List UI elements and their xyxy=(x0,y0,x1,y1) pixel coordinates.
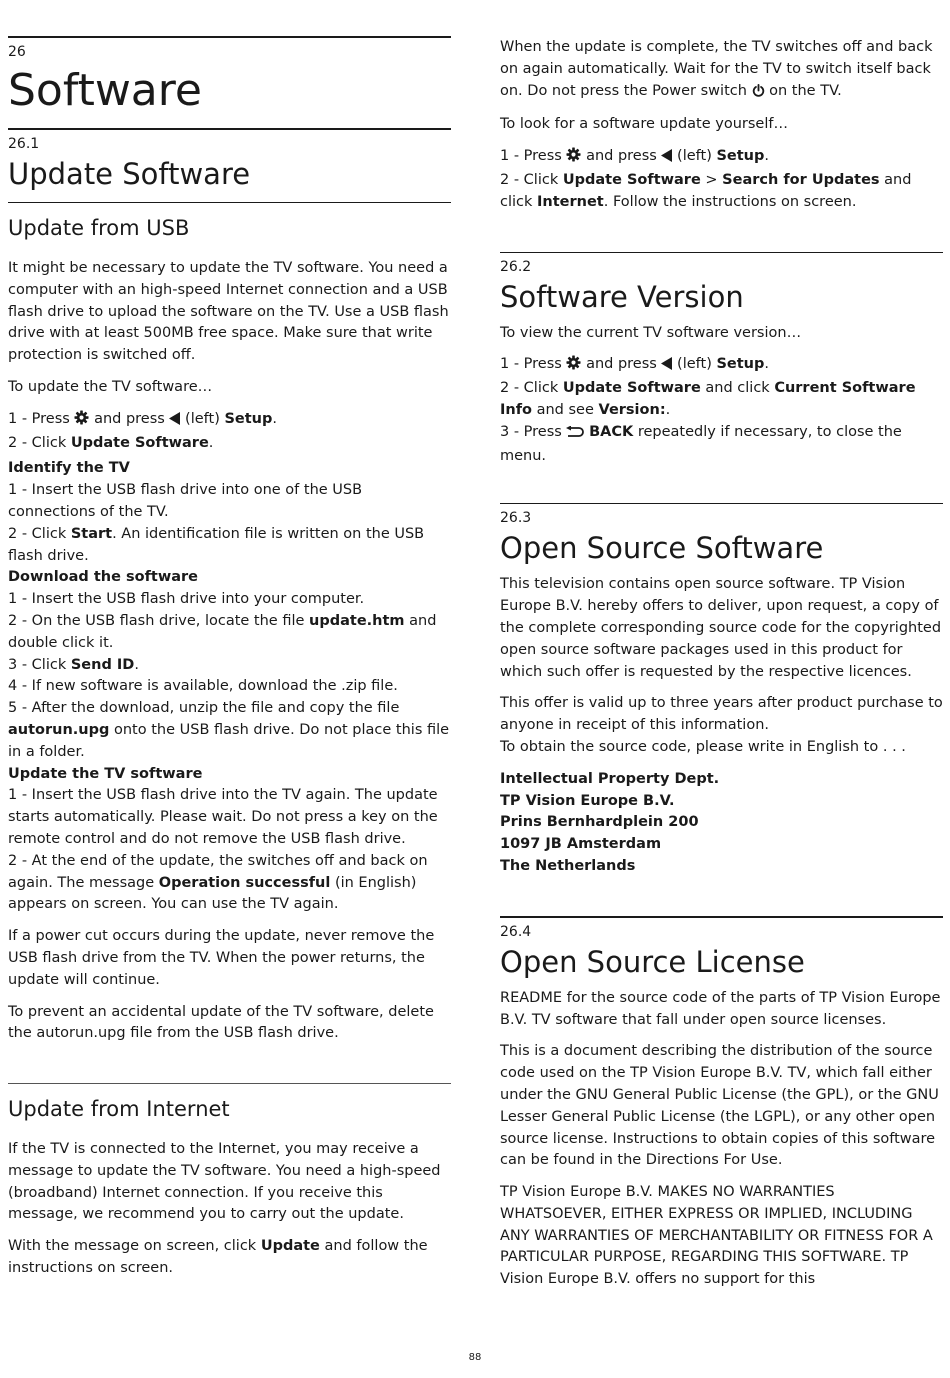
oss-p3: To obtain the source code, please write in English to . . . xyxy=(500,738,906,755)
internet-step-1: 1 - Press and press (left) Setup. xyxy=(500,146,943,170)
page-number: 88 xyxy=(468,1352,482,1363)
identify-step-1: 1 - Insert the USB flash drive into one of the USB connections of the TV. xyxy=(8,482,363,520)
usb-power-cut: If a power cut occurs during the update, never remove the USB flash drive from the TV. When the power returns, the update will continue. xyxy=(8,928,435,988)
left-column xyxy=(8,0,451,1290)
license-p2: This is a document describing the distribution of the source code used on the TP Vision Europe B.V. TV, which fall either under the GNU General Public License (the GPL), or the GNU Lesser General Public License (the LGPL), or any other open source license. Instructions to obtain copies of this software can be found in the Directions For Use. xyxy=(500,1043,939,1169)
update-tv-step-1: 1 - Insert the USB flash drive into the TV again. The update starts automatically. Please wait. Do not press a key on the remote control and do not remove the USB flash drive. xyxy=(8,787,438,847)
address-line: Intellectual Property Dept. xyxy=(500,770,720,787)
identify-heading: Identify the TV xyxy=(8,460,130,477)
update-tv-heading: Update the TV software xyxy=(8,765,203,782)
section-rule-26-2 xyxy=(500,252,943,253)
subsection-title-usb: Update from USB xyxy=(8,216,190,240)
download-step-3: 3 - Click Send ID. xyxy=(8,656,139,673)
oss-p2: This offer is valid up to three years after product purchase to anyone in receipt of this information. xyxy=(500,695,943,734)
power-icon xyxy=(752,83,765,105)
license-p1: README for the source code of the parts of TP Vision Europe B.V. TV software that fall under open source licenses. xyxy=(500,989,941,1028)
download-step-1: 1 - Insert the USB flash drive into your computer. xyxy=(8,591,365,608)
section-rule-26-3 xyxy=(500,503,943,504)
identify-step-2: 2 - Click Start. An identification file is written on the USB flash drive. xyxy=(8,525,425,564)
address-line: TP Vision Europe B.V. xyxy=(500,792,675,809)
section-number-26-4: 26.4 xyxy=(500,923,532,940)
version-step-3: 3 - Press BACK repeatedly if necessary, to close the menu. xyxy=(500,423,902,464)
version-step-1: 1 - Press and press (left) Setup. xyxy=(500,354,943,378)
oss-p1: This television contains open source software. TP Vision Europe B.V. hereby offers to deliver, upon request, a copy of the complete corresponding source code for the copyrighted open source software packages used in this product for which such offer is requested by the respective licences. xyxy=(500,576,942,680)
gear-icon xyxy=(566,147,581,170)
left-arrow-icon xyxy=(661,148,672,170)
internet-p3: When the update is complete, the TV switches off and back on again automatically. Wait for the TV to switch itself back on. Do not press the Power switch on the TV. xyxy=(500,37,943,104)
left-arrow-icon xyxy=(661,356,672,378)
section-number-26-1: 26.1 xyxy=(8,136,40,152)
section-rule-26-4 xyxy=(500,916,943,918)
version-step-2: 2 - Click Update Software and click Current Software Info and see Version:. xyxy=(500,380,916,418)
left-arrow-icon xyxy=(169,411,180,433)
chapter-number: 26 xyxy=(8,44,26,60)
download-step-4: 4 - If new software is available, download the .zip file. xyxy=(8,678,398,695)
address-line: The Netherlands xyxy=(500,857,636,874)
subsection-title-internet: Update from Internet xyxy=(8,1097,230,1122)
subsection-rule-internet xyxy=(8,1083,451,1084)
internet-step-2: 2 - Click Update Software > Search for Updates and click Internet. Follow the instructions on screen. xyxy=(500,171,912,210)
oss-offer xyxy=(500,693,943,758)
internet-p4: To look for a software update yourself… xyxy=(500,116,788,133)
version-intro: To view the current TV software version… xyxy=(500,324,802,341)
right-column xyxy=(500,0,943,1301)
update-tv-step-2: 2 - At the end of the update, the switches off and back on again. The message Operation successful (in English) appears on screen. You can use the TV again. xyxy=(8,852,428,913)
gear-icon xyxy=(566,355,581,378)
download-step-5: 5 - After the download, unzip the file and copy the file autorun.upg onto the USB flash drive. Do not place this file in a folder. xyxy=(8,700,450,760)
usb-step-2: 2 - Click Update Software. xyxy=(8,434,214,451)
section-title-open-source-license: Open Source License xyxy=(500,944,805,979)
section-title-update-software: Update Software xyxy=(8,157,251,191)
version-steps xyxy=(500,354,943,467)
internet-p1: If the TV is connected to the Internet, you may receive a message to update the TV software. You need a high-speed (broadband) Internet connection. If you receive this message, we recommend you to carry out the update. xyxy=(8,1141,441,1223)
section-rule-26-1 xyxy=(8,128,451,130)
license-p3: TP Vision Europe B.V. MAKES NO WARRANTIES WHATSOEVER, EITHER EXPRESS OR IMPLIED, INCLUDING ANY WARRANTIES OF MERCHANTABILITY OR FITNESS FOR A PARTICULAR PURPOSE, REGARDING THIS SOFTWARE. TP Vision Europe B.V. offers no support for this xyxy=(500,1184,933,1288)
address-line: Prins Bernhardplein 200 xyxy=(500,814,699,831)
internet-steps xyxy=(500,146,943,213)
section-title-software-version: Software Version xyxy=(500,279,744,314)
oss-address xyxy=(500,769,943,878)
section-title-open-source-software: Open Source Software xyxy=(500,531,824,566)
chapter-rule xyxy=(8,36,451,38)
usb-to-update: To update the TV software… xyxy=(8,378,213,395)
usb-intro: It might be necessary to update the TV software. You need a computer with an high-speed Internet connection and a USB flash drive to upload the software on the TV. Use a USB flash drive with at least 500MB free space. Make sure that write protection is switched off. xyxy=(8,260,449,364)
section-number-26-2: 26.2 xyxy=(500,258,532,275)
internet-p2: With the message on screen, click Update and follow the instructions on screen. xyxy=(8,1238,428,1277)
gear-icon xyxy=(74,410,89,433)
download-heading: Download the software xyxy=(8,569,198,586)
address-line: 1097 JB Amsterdam xyxy=(500,836,662,853)
usb-step-1: 1 - Press and press (left) Setup. xyxy=(8,409,451,433)
download-step-2: 2 - On the USB flash drive, locate the file update.htm and double click it. xyxy=(8,612,437,651)
usb-prevent: To prevent an accidental update of the TV software, delete the autorun.upg file from the USB flash drive. xyxy=(8,1003,434,1042)
subsection-rule-usb xyxy=(8,202,451,203)
back-icon xyxy=(566,424,584,446)
section-number-26-3: 26.3 xyxy=(500,510,532,527)
usb-steps xyxy=(8,409,451,916)
chapter-title: Software xyxy=(8,65,202,116)
